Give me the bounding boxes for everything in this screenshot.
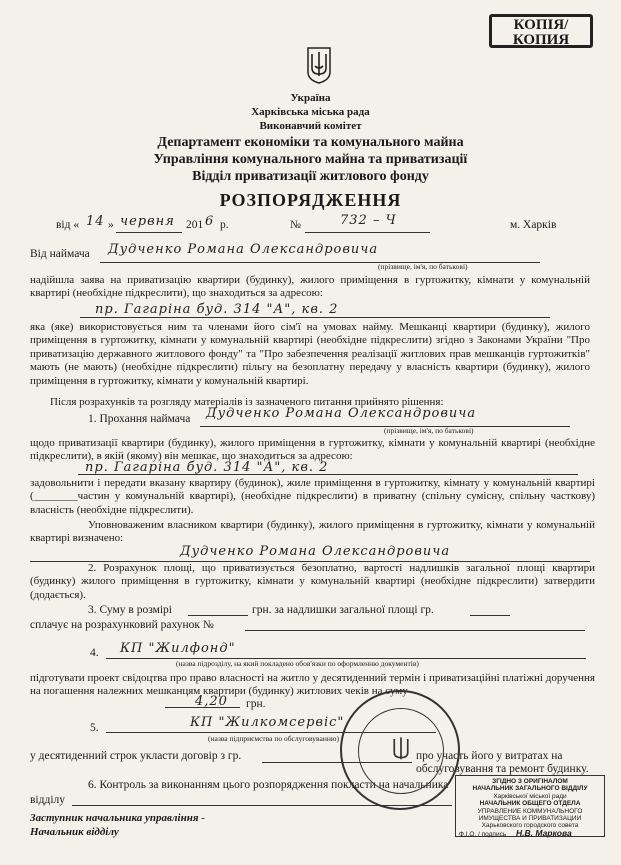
item3-person-underline <box>470 615 510 616</box>
date-day: 14 <box>86 214 105 229</box>
header-committee: Виконавчий комітет <box>259 120 362 132</box>
paragraph-transfer: задовольнити і передати вказану квартиру (будинок), жиле приміщення в гуртожитку, кімнату у комунальній квартирі (________частин у комунальній квартирі), (необхідне підкреслити) в приватну (спільну сумісну, спільну часткову) власність (необхідне підкреслити). <box>30 477 595 516</box>
header-council: Харківська міська рада <box>251 106 370 118</box>
address: пр. Гагаріна буд. 314 "А", кв. 2 <box>95 302 339 317</box>
paragraph-decision: Після розрахунків та розгляду матеріалів із зазначеного питання прийнято рішення: <box>50 396 444 408</box>
footer-line2: Начальник відділу <box>30 826 119 838</box>
date-year-suffix: 6 <box>205 214 215 229</box>
paragraph-contract-b: про участь його у витратах на обслуговування та ремонт будинку. <box>416 750 589 776</box>
cert-line4: НАЧАЛЬНИК ОБЩЕГО ОТДЕЛА <box>479 800 581 808</box>
item4-organization: КП "Жилфонд" <box>120 641 236 656</box>
cert-line2: НАЧАЛЬНИК ЗАГАЛЬНОГО ВІДДІЛУ <box>472 785 588 793</box>
order-number-underline <box>305 232 430 233</box>
date-year-unit: р. <box>220 219 229 231</box>
item2-text: 2. Розрахунок площі, що приватизується безоплатно, вартості надлишків загальної площі квартири (будинку) жилого приміщення в гуртожитку, кімнати у комунальній квартирі (необхідне підкреслити) затвердити (додається). <box>30 562 595 601</box>
item3-account-underline <box>245 630 585 631</box>
order-number: 732 – Ч <box>340 213 397 228</box>
date-from-label: від « <box>56 219 80 231</box>
cert-line3: Харківської міської ради <box>493 792 567 800</box>
paragraph-usage: яка (яке) використовується ним та членами його сім'ї на умовах найму. Мешканці квартири (будинку), жилого приміщення в гуртожитку, кімнати у комунальній квартирі (необхідне підкреслити) згідно з Законами України "Про приватизацію державного житлового фонду" та "Про забезпечення реалізації житлових прав мешканців гуртожитків" мають (не мають) (необхідне підкреслити) пільгу на безоплатну передачу у власність квартири (будинку), жилого приміщення в гуртожитку, кімнати у комунальній квартирі. <box>30 321 590 387</box>
applicant-hint: (прізвище, ім'я, по батькові) <box>378 262 468 271</box>
paragraph-privatization-request: щодо приватизації квартири (будинку), жилого приміщення в гуртожитку, кімнати у комунальній квартирі (необхідне підкреслити), в якій (якому) він мешкає, що знаходиться за адресою: <box>30 437 595 463</box>
footer-line1: Заступник начальника управління - <box>30 812 205 824</box>
amount: 4,20 <box>195 694 228 709</box>
header-division: Відділ приватизації житлового фонду <box>192 169 429 184</box>
copy-stamp-line1: КОПІЯ/ <box>513 17 569 33</box>
seal-trident-icon <box>390 734 412 766</box>
owner-name: Дудченко Романа Олександровича <box>180 544 451 559</box>
item6-text: 6. Контроль за виконанням цього розпорядження покласти на начальника <box>88 779 449 791</box>
item1-name: Дудченко Романа Олександровича <box>206 406 477 421</box>
official-round-seal <box>340 690 460 810</box>
paragraph-contract-a: у десятиденний строк укласти договір з гр. <box>30 750 242 762</box>
address-2: пр. Гагаріна буд. 314 "А", кв. 2 <box>85 460 329 475</box>
header-administration: Управління комунального майна та приватизації <box>153 152 468 167</box>
department-label: відділу <box>30 794 66 806</box>
item3-sum-underline <box>188 615 248 616</box>
paragraph-owner: Уповноваженим власником квартири (будинку), жилого приміщення в гуртожитку, кімнати у комунальній квартирі визначено: <box>30 519 595 545</box>
cert-signature-label: Ф.І.О. / подпись <box>459 830 507 838</box>
item4-number: 4. <box>90 647 99 659</box>
item3-b: грн. за надлишки загальної площі гр. <box>252 604 434 616</box>
cert-line6: Харьковского городского совета <box>481 822 579 830</box>
paragraph-certificate: підготувати проект свідоцтва про право власності на житло у десятиденний термін і приватизаційні платіжні доручення на погашення належних мешканцям квартири (будинку) житлових чеків на суму <box>30 672 595 698</box>
cert-signer-name: Н.В. Маркова <box>516 827 572 838</box>
address-2-underline <box>78 474 578 475</box>
header-department: Департамент економіки та комунального майна <box>157 135 464 150</box>
item3-a: 3. Суму в розмірі <box>88 604 172 616</box>
trident-emblem-icon <box>306 46 332 84</box>
item1-hint: (прізвище, ім'я, по батькові) <box>384 426 474 435</box>
date-month: червня <box>120 214 175 229</box>
header-country: Україна <box>290 92 331 104</box>
item5-hint: (назва підприємства по обслуговуванню) <box>208 734 339 743</box>
number-label: № <box>290 219 301 231</box>
item5-organization: КП "Жилкомсервіс" <box>190 715 345 730</box>
cert-line1: ЗГІДНО З ОРИГІНАЛОМ <box>492 778 568 785</box>
city: м. Харків <box>510 219 557 231</box>
certification-stamp <box>455 775 605 837</box>
item3-c: сплачує на розрахунковий рахунок № <box>30 619 214 631</box>
amount-unit: грн. <box>246 698 266 710</box>
copy-stamp <box>489 14 593 48</box>
date-close-quote: » <box>108 219 114 231</box>
document-title: РОЗПОРЯДЖЕННЯ <box>219 190 402 210</box>
copy-stamp-line2: КОПИЯ <box>512 32 570 48</box>
applicant-label: Від наймача <box>30 248 90 260</box>
applicant-underline <box>100 262 540 263</box>
date-year-prefix: 201 <box>186 219 204 231</box>
item4-hint: (назва підрозділу, на який покладено обов'язки по оформленню документів) <box>176 659 419 668</box>
paragraph-application: надійшла заява на приватизацію квартири (будинку), жилого приміщення в гуртожитку, кімнати у комунальній квартирі (необхідне підкреслити), що знаходиться за адресою: <box>30 274 590 300</box>
item1-label: 1. Прохання наймача <box>88 413 191 425</box>
cert-line5: УПРАВЛЕНИЕ КОММУНАЛЬНОГО ИМУЩЕСТВА И ПРИВАТИЗАЦИИ <box>477 807 583 823</box>
amount-underline <box>165 707 240 708</box>
address-underline <box>80 317 550 318</box>
applicant-name: Дудченко Романа Олександровича <box>108 242 379 257</box>
date-month-underline <box>116 232 182 233</box>
item5-number: 5. <box>90 722 99 734</box>
